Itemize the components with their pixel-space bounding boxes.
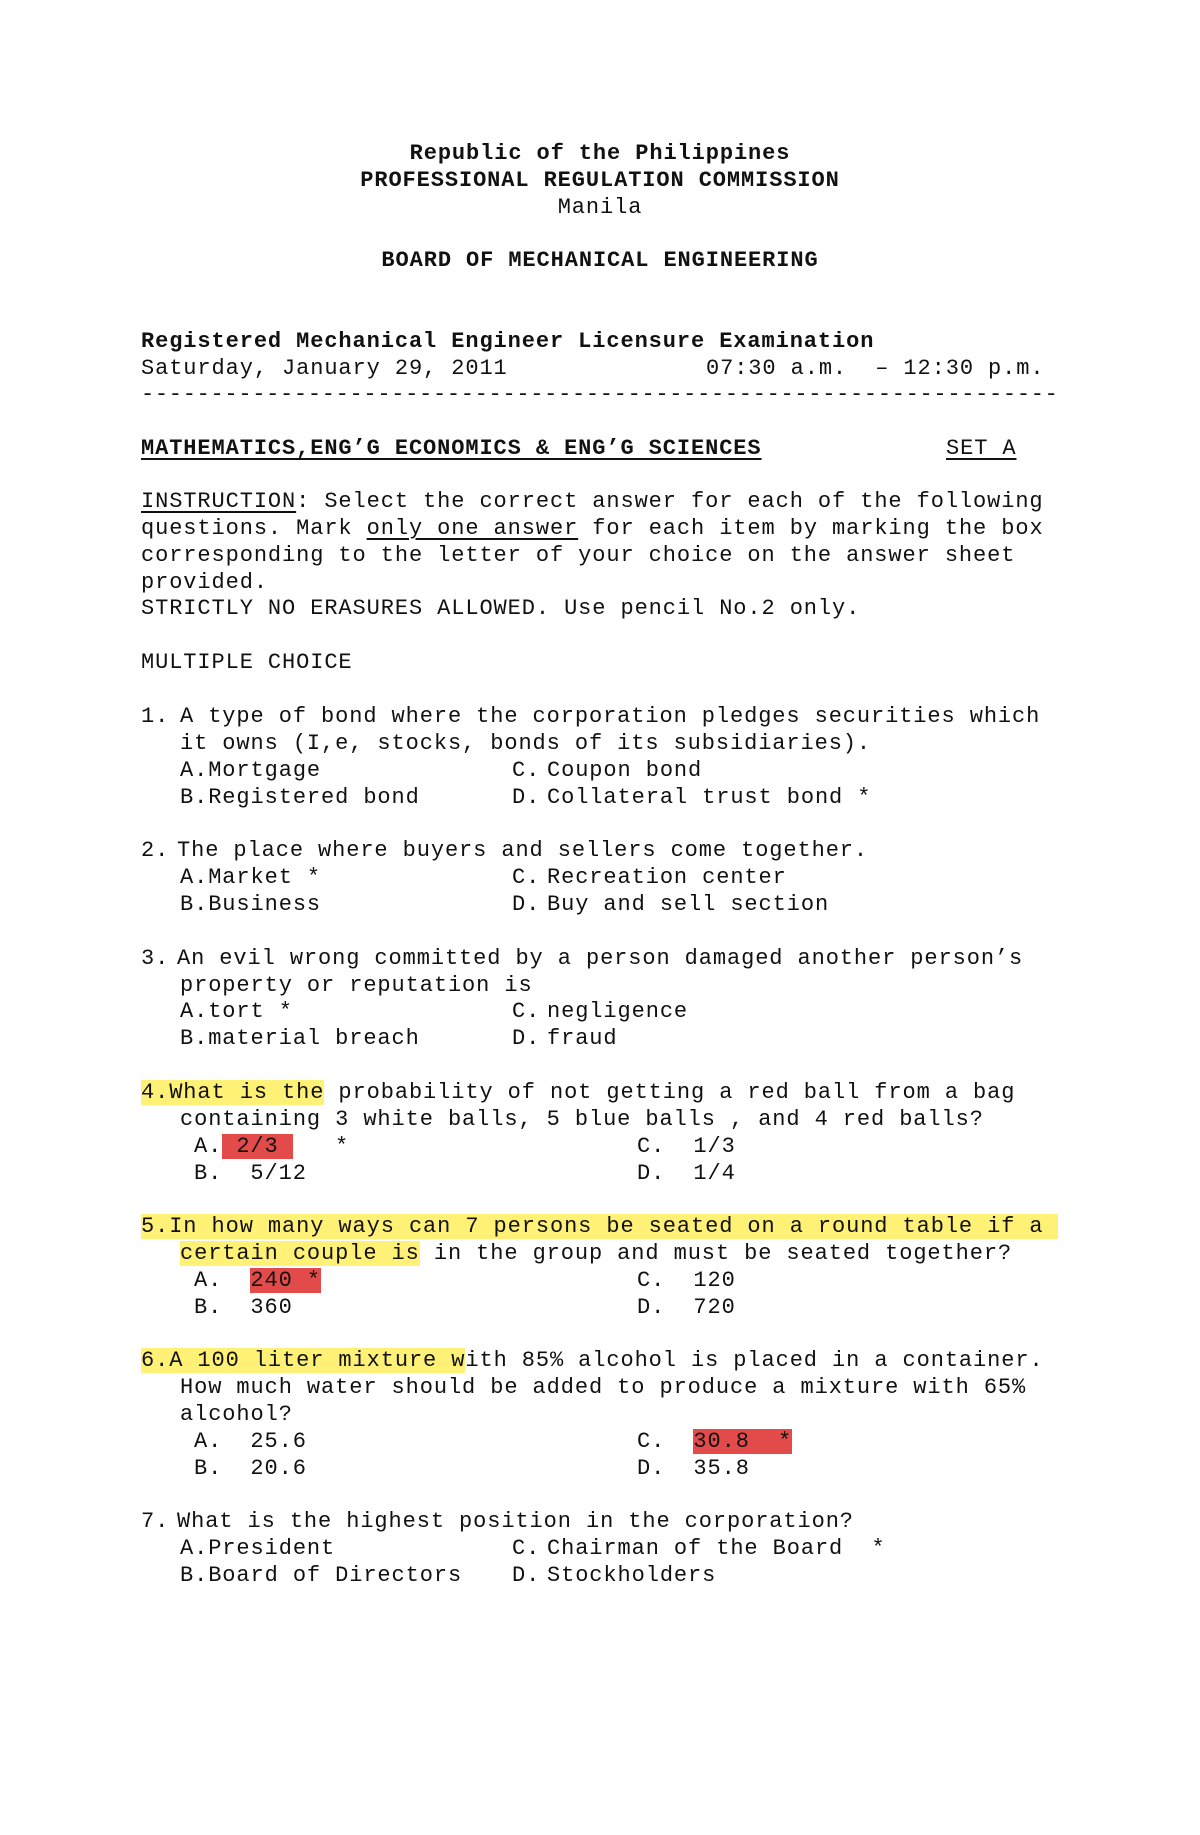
section-title: MULTIPLE CHOICE — [141, 650, 353, 675]
q2-number: 2. — [141, 838, 170, 863]
q1-text-2: it owns (I,e, stocks, bonds of its subsidiaries). — [180, 731, 872, 756]
q3-option-c: negligence — [547, 999, 689, 1024]
q3-text-1: An evil wrong committed by a person damaged another person’s — [177, 946, 1024, 971]
divider-rule: ------------------------------------------------------------------ — [141, 382, 1059, 407]
q4-option-d: D. 1/4 — [637, 1161, 736, 1186]
q6-text-2: How much water should be added to produce a mixture with 65% — [180, 1375, 1027, 1400]
q5-text-2: certain couple is in the group and must be seated together? — [180, 1241, 1013, 1266]
set-label: SET A — [946, 436, 1017, 461]
q1-number: 1. — [141, 704, 170, 729]
q3-number: 3. — [141, 946, 170, 971]
q5-option-d: D. 720 — [637, 1295, 736, 1320]
q5-option-c: C. 120 — [637, 1268, 736, 1293]
q6-text-1: 6.A 100 liter mixture with 85% alcohol is placed in a container. — [141, 1348, 1044, 1373]
q2-option-d-letter: D. — [512, 892, 541, 917]
q4-text-1: 4.What is the probability of not getting a red ball from a bag — [141, 1080, 1016, 1105]
q2-text-1: The place where buyers and sellers come together. — [177, 838, 869, 863]
exam-time: 07:30 a.m. – 12:30 p.m. — [706, 356, 1045, 381]
q7-text-1: What is the highest position in the corporation? — [177, 1509, 854, 1534]
q1-option-c: Coupon bond — [547, 758, 703, 783]
q3-text-2: property or reputation is — [180, 973, 533, 998]
q2-option-c: Recreation center — [547, 865, 787, 890]
subject-title: MATHEMATICS,ENG’G ECONOMICS & ENG’G SCIENCES — [141, 436, 762, 461]
q6-text-3: alcohol? — [180, 1402, 293, 1427]
q5-option-a: A. 240 * — [194, 1268, 321, 1293]
q1-option-c-letter: C. — [512, 758, 541, 783]
q5-highlight-2: certain couple is — [180, 1241, 420, 1266]
instruction-line-4: provided. — [141, 570, 268, 595]
instruction-line-2: questions. Mark only one answer for each item by marking the box — [141, 516, 1044, 541]
q6-highlight: 6.A 100 liter mixture w — [141, 1348, 466, 1373]
q7-option-c: Chairman of the Board * — [547, 1536, 886, 1561]
q1-option-a: A.Mortgage — [180, 758, 322, 783]
q2-option-d: Buy and sell section — [547, 892, 830, 917]
q7-option-b: B.Board of Directors — [180, 1563, 463, 1588]
q4-highlight: 4.What is the — [141, 1080, 325, 1105]
q3-option-b: B.material breach — [180, 1026, 420, 1051]
q2-option-a: A.Market * — [180, 865, 322, 890]
q1-text-1: A type of bond where the corporation pledges securities which — [180, 704, 1041, 729]
exam-date: Saturday, January 29, 2011 — [141, 356, 508, 381]
q5-answer-highlight: 240 * — [250, 1268, 321, 1293]
q4-answer-highlight: 2/3 — [222, 1134, 293, 1159]
q5-highlight-1: 5.In how many ways can 7 persons be seated on a round table if a — [141, 1214, 1058, 1239]
header-commission: PROFESSIONAL REGULATION COMMISSION — [360, 168, 840, 193]
q6-answer-highlight: 30.8 * — [693, 1429, 793, 1454]
q2-option-c-letter: C. — [512, 865, 541, 890]
instruction-line-3: corresponding to the letter of your choice on the answer sheet — [141, 543, 1016, 568]
q7-option-d-letter: D. — [512, 1563, 541, 1588]
header-city: Manila — [557, 195, 643, 220]
q7-number: 7. — [141, 1509, 170, 1534]
q3-option-d: fraud — [547, 1026, 618, 1051]
instruction-line-5: STRICTLY NO ERASURES ALLOWED. Use pencil No.2 only. — [141, 596, 861, 621]
q5-option-b: B. 360 — [194, 1295, 293, 1320]
q4-option-a: A. 2/3 * — [194, 1134, 350, 1159]
instruction-label: INSTRUCTION — [141, 489, 297, 514]
q1-option-b: B.Registered bond — [180, 785, 420, 810]
q2-option-b: B.Business — [180, 892, 322, 917]
q4-text-2: containing 3 white balls, 5 blue balls , and 4 red balls? — [180, 1107, 984, 1132]
q6-option-a: A. 25.6 — [194, 1429, 307, 1454]
q1-option-d: Collateral trust bond * — [547, 785, 872, 810]
instruction-line-1: INSTRUCTION: Select the correct answer for each of the following — [141, 489, 1044, 514]
q7-option-d: Stockholders — [547, 1563, 717, 1588]
q4-option-c: C. 1/3 — [637, 1134, 736, 1159]
q3-option-d-letter: D. — [512, 1026, 541, 1051]
only-one-answer-emphasis: only one answer — [366, 516, 579, 541]
q5-text-1 — [141, 1213, 1058, 1240]
q4-option-b: B. 5/12 — [194, 1161, 307, 1186]
exam-title: Registered Mechanical Engineer Licensure Examination — [141, 329, 875, 354]
header-board: BOARD OF MECHANICAL ENGINEERING — [381, 248, 819, 273]
q1-option-d-letter: D. — [512, 785, 541, 810]
q6-option-c: C. 30.8 * — [637, 1429, 793, 1454]
q7-option-a: A.President — [180, 1536, 336, 1561]
q3-option-a: A.tort * — [180, 999, 293, 1024]
header-country: Republic of the Philippines — [409, 141, 791, 166]
q6-option-b: B. 20.6 — [194, 1456, 307, 1481]
q6-option-d: D. 35.8 — [637, 1456, 750, 1481]
q7-option-c-letter: C. — [512, 1536, 541, 1561]
q3-option-c-letter: C. — [512, 999, 541, 1024]
